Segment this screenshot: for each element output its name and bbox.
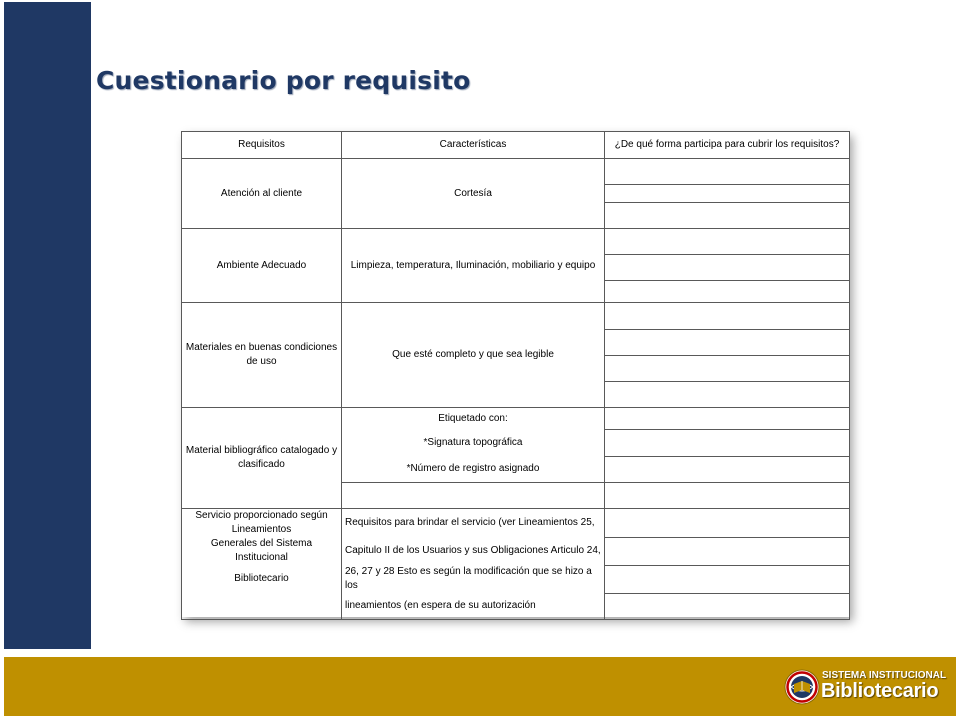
cell-servicio-detalle-4: lineamientos (en espera de su autorización [342, 593, 605, 619]
answer-cell[interactable] [605, 483, 850, 509]
cell-servicio-detalle-1: Requisitos para brindar el servicio (ver Lineamientos 25, [342, 509, 605, 538]
institution-logo [784, 668, 946, 706]
answer-cell[interactable] [605, 565, 850, 593]
answer-cell[interactable] [605, 303, 850, 330]
table-row [182, 537, 850, 565]
cell-caracteristica-cortesia: Cortesía [342, 159, 605, 229]
answer-cell[interactable] [605, 159, 850, 185]
cell-servicio-line-1: Servicio proporcionado según Lineamientos [182, 509, 342, 538]
page-title: Cuestionario por requisito [96, 66, 471, 95]
cell-requisito-materiales: Materiales en buenas condiciones de uso [182, 303, 342, 408]
answer-cell[interactable] [605, 408, 850, 430]
empty-cell [182, 593, 342, 619]
table-row [182, 159, 850, 185]
left-accent-bar [4, 2, 91, 649]
answer-cell[interactable] [605, 255, 850, 281]
answer-cell[interactable] [605, 281, 850, 303]
table-row [182, 593, 850, 619]
table-row [182, 408, 850, 430]
logo-line-1: SISTEMA INSTITUCIONAL [822, 670, 947, 681]
header-requisitos: Requisitos [182, 132, 342, 159]
table-header-row [182, 132, 850, 159]
header-caracteristicas: Características [342, 132, 605, 159]
table-row [182, 303, 850, 330]
cell-signatura-topografica: *Signatura topográfica [342, 430, 605, 457]
answer-cell[interactable] [605, 382, 850, 408]
logo-line-2: Bibliotecario [821, 680, 939, 702]
table-row [182, 229, 850, 255]
cell-servicio-line-2: Generales del Sistema Institucional [182, 537, 342, 565]
answer-cell[interactable] [605, 537, 850, 565]
cell-requisito-atencion: Atención al cliente [182, 159, 342, 229]
cell-servicio-line-3: Bibliotecario [182, 565, 342, 593]
header-participacion: ¿De qué forma participa para cubrir los requisitos? [605, 132, 850, 159]
cell-requisito-ambiente: Ambiente Adecuado [182, 229, 342, 303]
answer-cell[interactable] [605, 229, 850, 255]
cell-servicio-detalle-2: Capitulo II de los Usuarios y sus Obligaciones Articulo 24, [342, 537, 605, 565]
answer-cell[interactable] [605, 593, 850, 619]
answer-cell[interactable] [605, 330, 850, 356]
cell-caracteristica-limpieza: Limpieza, temperatura, Iluminación, mobiliario y equipo [342, 229, 605, 303]
library-emblem-icon [784, 669, 820, 705]
answer-cell[interactable] [605, 430, 850, 457]
answer-cell[interactable] [605, 457, 850, 483]
cell-etiquetado-con: Etiquetado con: [342, 408, 605, 430]
empty-cell [342, 483, 605, 509]
table-row [182, 565, 850, 593]
answer-cell[interactable] [605, 203, 850, 229]
answer-cell[interactable] [605, 185, 850, 203]
cell-servicio-detalle-3: 26, 27 y 28 Esto es según la modificación que se hizo a los [342, 565, 605, 593]
cell-numero-registro: *Número de registro asignado [342, 457, 605, 483]
answer-cell[interactable] [605, 356, 850, 382]
answer-cell[interactable] [605, 509, 850, 538]
cell-caracteristica-legible: Que esté completo y que sea legible [342, 303, 605, 408]
requirements-table [181, 131, 849, 617]
table-row [182, 509, 850, 538]
cell-requisito-catalogado: Material bibliográfico catalogado y clasificado [182, 408, 342, 509]
